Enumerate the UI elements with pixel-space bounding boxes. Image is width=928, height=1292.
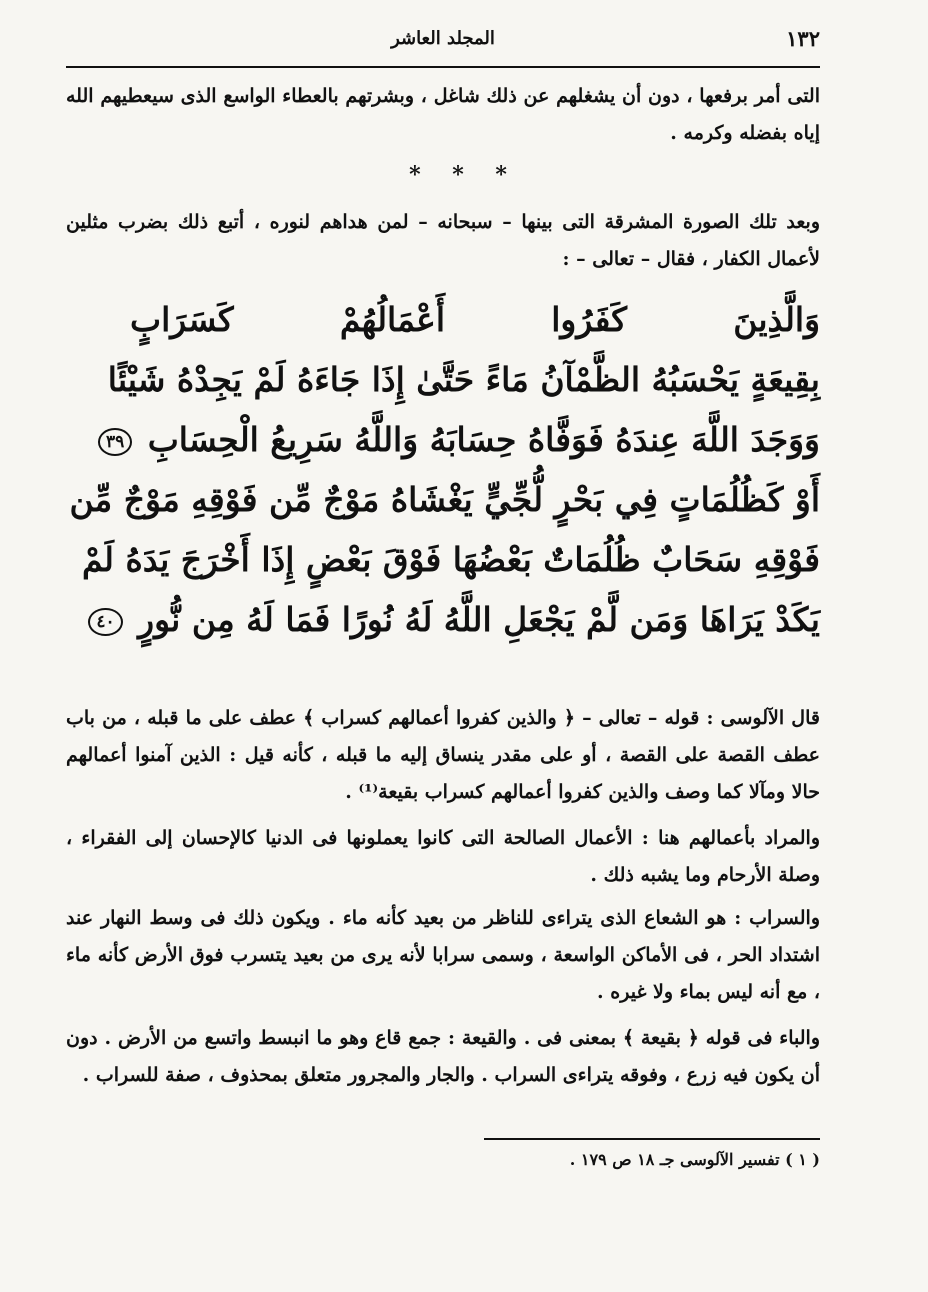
ayah-number-badge: ٤٠ bbox=[88, 608, 122, 636]
verse-line: فَوْقِهِ سَحَابٌ ظُلُمَاتٌ بَعْضُهَا فَوْقَ بَعْضٍ إِذَا أَخْرَجَ يَدَهُ لَمْ bbox=[81, 540, 820, 579]
verse-line: وَالَّذِينَ كَفَرُوا أَعْمَالُهُمْ كَسَرَابٍ bbox=[130, 300, 820, 339]
ayah-number-badge: ٣٩ bbox=[98, 428, 132, 456]
intro-paragraph: التى أمر برفعها ، دون أن يشغلهم عن ذلك شاغل ، وبشرتهم بالعطاء الواسع الذى سيعطيهم الله إياه بفضله وكرمه . bbox=[66, 85, 820, 144]
verse-line: يَكَدْ يَرَاهَا وَمَن لَّمْ يَجْعَلِ اللَّهُ لَهُ نُورًا فَمَا لَهُ مِن نُّورٍ ٤٠ bbox=[130, 590, 820, 650]
page-number: ١٣٢ bbox=[786, 26, 820, 51]
quran-verse-block bbox=[69, 290, 820, 662]
section-separator: * * * bbox=[409, 162, 519, 188]
footnote-divider bbox=[484, 1138, 820, 1140]
verse-line: بِقِيعَةٍ يَحْسَبُهُ الظَّمْآنُ مَاءً حَتَّىٰ إِذَا جَاءَهُ لَمْ يَجِدْهُ شَيْئًا bbox=[107, 360, 820, 399]
commentary-paragraph: قال الآلوسى : قوله – تعالى – ﴿ والذين كفروا أعمالهم كسراب ﴾ عطف على ما قبله ، من باب عطف القصة على القصة ، أو على مقدر ينساق إليه ما قبله ، كأنه قيل : الذين آمنوا أعمالهم حالا ومآلا كما وصف والذين كفروا أعمالهم كسراب بقيعة⁽¹⁾ . bbox=[66, 707, 820, 803]
page-header bbox=[66, 26, 820, 60]
transition-paragraph: وبعد تلك الصورة المشرقة التى بينها – سبحانه – لمن هداهم لنوره ، أتبع ذلك بضرب مثلين لأعمال الكفار ، فقال – تعالى – : bbox=[66, 211, 820, 270]
footnote: ( ١ ) تفسير الآلوسى جـ ١٨ ص ١٧٩ . bbox=[569, 1150, 820, 1169]
commentary-paragraph: والسراب : هو الشعاع الذى يتراءى للناظر من بعيد كأنه ماء . ويكون ذلك فى وسط النهار عند اشتداد الحر ، فى الأماكن الواسعة ، وسمى سرابا لأنه يرى من بعيد يتسرب فوق الأرض كأنه ماء ، مع أنه ليس بماء ولا غيره . bbox=[66, 907, 820, 1003]
commentary-paragraph: والباء فى قوله ﴿ بقيعة ﴾ بمعنى فى . والقيعة : جمع قاع وهو ما انبسط واتسع من الأرض . دون أن يكون فيه زرع ، وفوقه يتراءى السراب . والجار والمجرور متعلق بمحذوف ، صفة للسراب . bbox=[66, 1027, 820, 1086]
header-divider bbox=[66, 66, 820, 68]
volume-title: المجلد العاشر bbox=[391, 28, 495, 49]
verse-line: أَوْ كَظُلُمَاتٍ فِي بَحْرٍ لُّجِّيٍّ يَغْشَاهُ مَوْجٌ مِّن فَوْقِهِ مَوْجٌ مِّن bbox=[69, 480, 820, 519]
commentary-paragraph: والمراد بأعمالهم هنا : الأعمال الصالحة التى كانوا يعملونها فى الدنيا كالإحسان إلى الفقراء ، وصلة الأرحام وما يشبه ذلك . bbox=[66, 827, 820, 886]
verse-line: وَوَجَدَ اللَّهَ عِندَهُ فَوَفَّاهُ حِسَابَهُ وَاللَّهُ سَرِيعُ الْحِسَابِ ٣٩ bbox=[130, 410, 820, 470]
